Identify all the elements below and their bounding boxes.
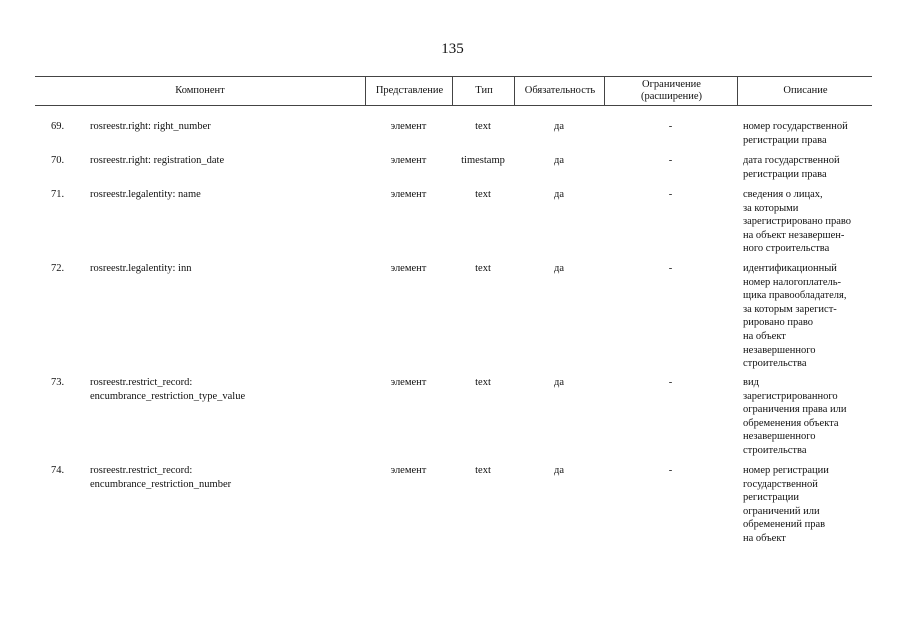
row-required: да	[553, 465, 564, 476]
row-representation: элемент	[390, 121, 427, 132]
row-representation: элемент	[390, 189, 427, 200]
data-table	[35, 76, 872, 544]
row-restriction: -	[668, 189, 673, 200]
row-component: rosreestr.right: registration_date	[90, 155, 225, 166]
header-type: Тип	[452, 77, 515, 105]
row-representation: элемент	[390, 377, 427, 388]
row-description: дата государственной регистрации права	[743, 155, 840, 180]
row-restriction: -	[668, 263, 673, 274]
header-description: Описание	[737, 77, 873, 105]
header-representation: Представление	[365, 77, 453, 105]
row-required: да	[553, 189, 564, 200]
row-description: сведения о лицах, за которыми зарегистрировано право на объект незавершен- ного строительства	[743, 189, 852, 255]
row-number: 72.	[51, 263, 65, 274]
row-description: номер государственной регистрации права	[743, 121, 848, 146]
row-type: timestamp	[461, 155, 505, 166]
row-restriction: -	[668, 155, 673, 166]
row-description: номер регистрации государственной регистрации ограничений или обременений прав на объект	[743, 465, 829, 544]
row-description: вид зарегистрированного ограничения права или обременения объекта незавершенного строительства	[743, 377, 847, 456]
row-type: text	[475, 121, 491, 132]
row-representation: элемент	[390, 155, 427, 166]
row-type: text	[475, 465, 491, 476]
row-type: text	[475, 189, 491, 200]
row-type: text	[475, 263, 491, 274]
row-number: 71.	[51, 189, 65, 200]
row-representation: элемент	[390, 465, 427, 476]
row-required: да	[553, 263, 564, 274]
row-number: 73.	[51, 377, 65, 388]
row-representation: элемент	[390, 263, 427, 274]
row-restriction: -	[668, 465, 673, 476]
row-restriction: -	[668, 121, 673, 132]
header-restriction: Ограничение (расширение)	[604, 77, 738, 105]
row-type: text	[475, 377, 491, 388]
header-component: Компонент	[175, 85, 225, 96]
row-component: rosreestr.legalentity: inn	[90, 263, 192, 274]
row-required: да	[553, 155, 564, 166]
row-required: да	[553, 377, 564, 388]
row-number: 74.	[51, 465, 65, 476]
row-required: да	[553, 121, 564, 132]
row-restriction: -	[668, 377, 673, 388]
row-number: 69.	[51, 121, 65, 132]
page-number: 135	[441, 41, 464, 57]
row-number: 70.	[51, 155, 65, 166]
table-header	[35, 76, 872, 106]
row-component: rosreestr.legalentity: name	[90, 189, 201, 200]
row-component: rosreestr.restrict_record: encumbrance_restriction_type_value	[90, 377, 246, 402]
header-required: Обязательность	[514, 77, 605, 105]
row-component: rosreestr.restrict_record: encumbrance_restriction_number	[90, 465, 232, 490]
row-component: rosreestr.right: right_number	[90, 121, 211, 132]
row-description: идентификационный номер налогоплатель- щика правообладателя, за которым зарегист- рировано право на объект незавершенного строительства	[743, 263, 847, 370]
